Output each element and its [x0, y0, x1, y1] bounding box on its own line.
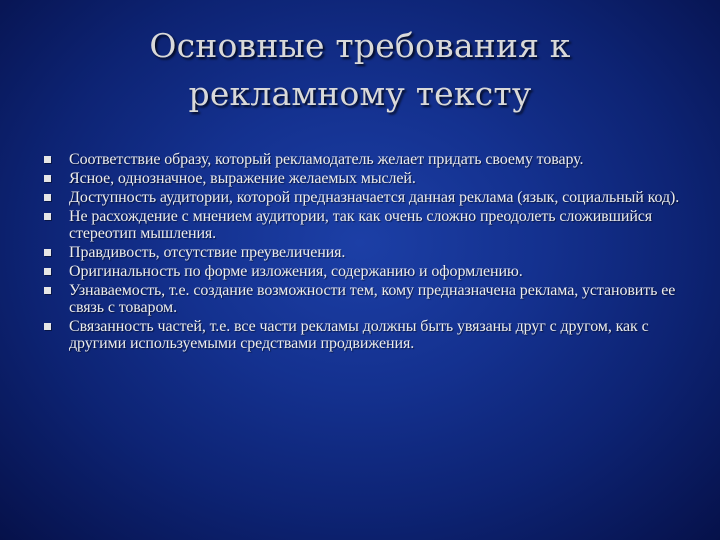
bullet-text: Правдивость, отсутствие преувеличения.: [69, 244, 346, 261]
slide-title: [60, 22, 660, 118]
bullet-item: [44, 170, 694, 187]
square-bullet-icon: [44, 249, 51, 256]
square-bullet-icon: [44, 213, 51, 220]
square-bullet-icon: [44, 287, 51, 294]
bullet-text: Связанность частей, т.е. все части рекламы должны быть увязаны друг с другом, как с другими используемыми средствами продвижения.: [69, 318, 649, 352]
square-bullet-icon: [44, 156, 51, 163]
bullet-list: [44, 151, 694, 354]
bullet-item: [44, 318, 694, 352]
bullet-item: [44, 151, 694, 168]
slide-title-line-2: рекламному тексту: [188, 74, 532, 113]
bullet-text: Узнаваемость, т.е. создание возможности тем, кому предназначена реклама, установить ее связь с товаром.: [69, 282, 676, 316]
bullet-item: [44, 263, 694, 280]
square-bullet-icon: [44, 194, 51, 201]
square-bullet-icon: [44, 175, 51, 182]
bullet-item: [44, 244, 694, 261]
bullet-text: Ясное, однозначное, выражение желаемых мыслей.: [69, 170, 416, 187]
square-bullet-icon: [44, 268, 51, 275]
bullet-item: [44, 208, 694, 242]
slide-title-line-1: Основные требования к: [149, 26, 571, 65]
square-bullet-icon: [44, 323, 51, 330]
bullet-item: [44, 189, 694, 206]
bullet-text: Не расхождение с мнением аудитории, так как очень сложно преодолеть сложившийся стереотип мышления.: [69, 208, 653, 242]
bullet-text: Соответствие образу, который рекламодатель желает придать своему товару.: [69, 151, 584, 168]
bullet-text: Доступность аудитории, которой предназначается данная реклама (язык, социальный код).: [69, 189, 680, 206]
bullet-text: Оригинальность по форме изложения, содержанию и оформлению.: [69, 263, 523, 280]
bullet-item: [44, 282, 694, 316]
